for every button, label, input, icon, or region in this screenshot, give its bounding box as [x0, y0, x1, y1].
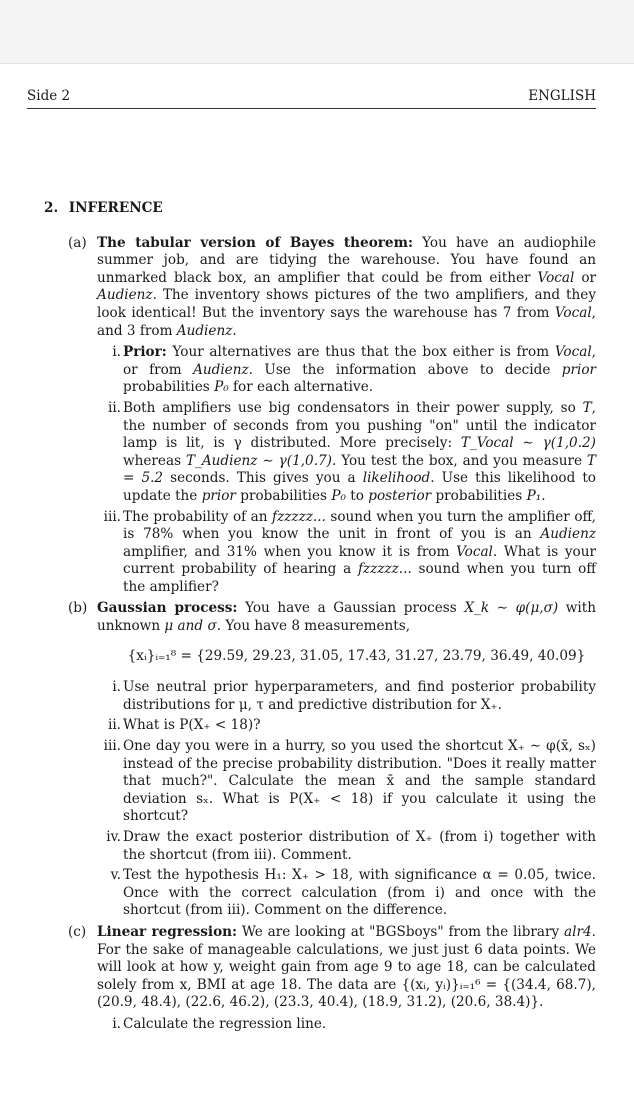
- text: We are looking at "BGSboys" from the library: [237, 923, 565, 940]
- math-t-measure: T = 5.2: [123, 452, 596, 487]
- text: You have an audiophile summer job, and are tidying the warehouse. You have found an unmarked black box, an amplifier that could be from either: [97, 234, 596, 286]
- document-content: [44, 200, 596, 1038]
- subpart-text: What is P(X₊ < 18)?: [123, 717, 261, 734]
- brand-audienz: Audienz: [176, 322, 233, 339]
- part-b-title: Gaussian process:: [97, 600, 238, 617]
- subpart-text: Use neutral prior hyperparameters, and find posterior probability distributions for μ, τ and predictive distribution for X₊.: [123, 679, 596, 713]
- brand-vocal: Vocal: [554, 344, 592, 361]
- part-b-i: [44, 679, 596, 714]
- subpart-label: i.: [112, 344, 121, 361]
- math-p0: P₀: [331, 487, 346, 504]
- text: sound when you turn the amplifier off, is 78% when you know the unit in front of you is an: [123, 508, 596, 543]
- part-b-label: (b): [68, 600, 88, 617]
- math-p0: P₀: [214, 379, 229, 396]
- subpart-label: iii.: [103, 738, 121, 755]
- measurements-formula: {xᵢ}ᵢ₌₁⁸ = {29.59, 29.23, 31.05, 17.43, 31.27, 23.79, 36.49, 40.09}: [127, 647, 586, 664]
- math-t-vocal: T_Vocal ∼ γ(1,0.2): [460, 435, 596, 452]
- part-a: [44, 235, 596, 597]
- subpart-text: One day you were in a hurry, so you used the shortcut X₊ ∼ φ(x̄, sₓ) instead of the precise probability distribution. "Does it really matter that much?". Calculate the mean x̄ and the sample standard deviation sₓ. What is P(X₊ < 18) if you calculate it using the shortcut?: [123, 738, 596, 825]
- subpart-label: ii.: [107, 717, 121, 734]
- subpart-label: v.: [110, 867, 121, 884]
- math-params: μ and σ: [164, 618, 217, 635]
- subpart-text: Test the hypothesis H₁: X₊ > 18, with significance α = 0.05, twice. Once with the correct calculation (from i) and once with the shortcut (from iii). Comment on the difference.: [123, 867, 596, 919]
- part-c-label: (c): [68, 923, 87, 940]
- math-process: X_k ∼ φ(μ,σ): [464, 600, 559, 617]
- part-c-i: [44, 1016, 596, 1034]
- text: probabilities: [123, 379, 215, 396]
- brand-vocal: Vocal: [456, 543, 493, 560]
- subpart-label: i.: [112, 679, 121, 696]
- part-a-ii: [44, 400, 596, 506]
- text: . Use this likelihood to update the: [123, 470, 596, 504]
- page-header: [27, 88, 596, 109]
- text: probabilities: [431, 487, 527, 504]
- part-b-iii: [44, 738, 596, 826]
- text: whereas: [123, 452, 186, 469]
- subpart-label: iv.: [106, 829, 121, 845]
- brand-audienz: Audienz: [540, 526, 596, 543]
- term-prior: prior: [201, 487, 236, 504]
- text: . You test the box, and you measure: [331, 452, 587, 469]
- text: You have a Gaussian process: [237, 600, 465, 617]
- part-b-iv: [44, 829, 596, 864]
- subpart-label: iii.: [103, 508, 121, 525]
- text: , or from: [123, 344, 596, 378]
- text: . The inventory shows pictures of the two amplifiers, and they look identical! But the inventory says the warehouse has 7 from: [97, 287, 596, 321]
- viewer-top-band: [0, 0, 634, 64]
- part-b-ii: [44, 717, 596, 735]
- part-b-v: [44, 867, 596, 920]
- brand-vocal: Vocal: [537, 269, 575, 286]
- subpart-text: Calculate the regression line.: [123, 1015, 327, 1032]
- math-p1: P₁: [526, 487, 542, 504]
- page-side-label: Side 2: [27, 88, 71, 104]
- term-fzzzzz: fzzzzz...: [272, 508, 326, 525]
- text: .: [232, 322, 237, 339]
- text: sound when you turn off the amplifier?: [123, 561, 596, 595]
- term-prior: prior: [561, 361, 597, 378]
- part-a-iii: [44, 509, 596, 597]
- library-name: alr4: [564, 923, 592, 940]
- subpart-title: Prior:: [123, 344, 167, 361]
- section-number: 2.: [44, 200, 59, 216]
- text: or: [574, 269, 596, 286]
- text: to: [345, 487, 369, 504]
- term-likelihood: likelihood: [362, 470, 431, 487]
- subpart-text: Draw the exact posterior distribution of X₊ (from i) together with the shortcut (from iii). Comment.: [123, 829, 596, 863]
- brand-audienz: Audienz: [193, 361, 249, 378]
- text: . For the sake of manageable calculations, we just just 6 data points. We will look at how y, weight gain from age 9 to age 18, can be calculated solely from x, BMI at age 18. The data are {(xᵢ, yᵢ)}ᵢ₌₁⁶ = {(34.4, 68.7), (20.9, 48.4), (22.6, 46.2), (23.3, 40.4), (18.9, 31.2), (20.6, 38.4)}.: [97, 923, 596, 1011]
- part-a-i: [44, 344, 596, 397]
- part-a-title: The tabular version of Bayes theorem:: [97, 234, 413, 251]
- section-title: [44, 200, 596, 218]
- section-heading: INFERENCE: [68, 200, 163, 216]
- part-b: [44, 600, 596, 920]
- text: with unknown: [97, 600, 597, 635]
- subpart-label: ii.: [107, 399, 121, 416]
- text: The probability of an: [123, 508, 273, 525]
- text: . You have 8 measurements,: [216, 618, 411, 635]
- text: amplifier, and 31% when you know it is from: [123, 543, 457, 560]
- part-c-title: Linear regression:: [97, 923, 238, 940]
- text: , the number of seconds from you pushing "on" until the indicator lamp is lit, is γ distributed. More precisely:: [123, 399, 596, 452]
- part-c: [44, 924, 596, 1034]
- part-a-label: (a): [68, 234, 87, 251]
- text: for each alternative.: [228, 379, 374, 396]
- text: Your alternatives are thus that the box either is from: [166, 344, 555, 361]
- text: Both amplifiers use big condensators in their power supply, so: [123, 399, 583, 416]
- text: . Use the information above to decide: [248, 361, 562, 378]
- subpart-label: i.: [112, 1015, 121, 1032]
- brand-audienz: Audienz: [97, 287, 153, 304]
- text: . What is your current probability of hearing a: [123, 543, 596, 578]
- math-t-audienz: T_Audienz ∼ γ(1,0.7): [185, 452, 332, 469]
- term-posterior: posterior: [368, 487, 432, 504]
- text: , and 3 from: [97, 304, 596, 339]
- text: seconds. This gives you a: [163, 470, 363, 487]
- math-t: T: [582, 399, 592, 416]
- text: .: [541, 487, 546, 504]
- page-language-label: ENGLISH: [528, 88, 596, 104]
- term-fzzzzz: fzzzzz...: [357, 561, 412, 578]
- text: probabilities: [235, 487, 332, 504]
- brand-vocal: Vocal: [554, 304, 592, 321]
